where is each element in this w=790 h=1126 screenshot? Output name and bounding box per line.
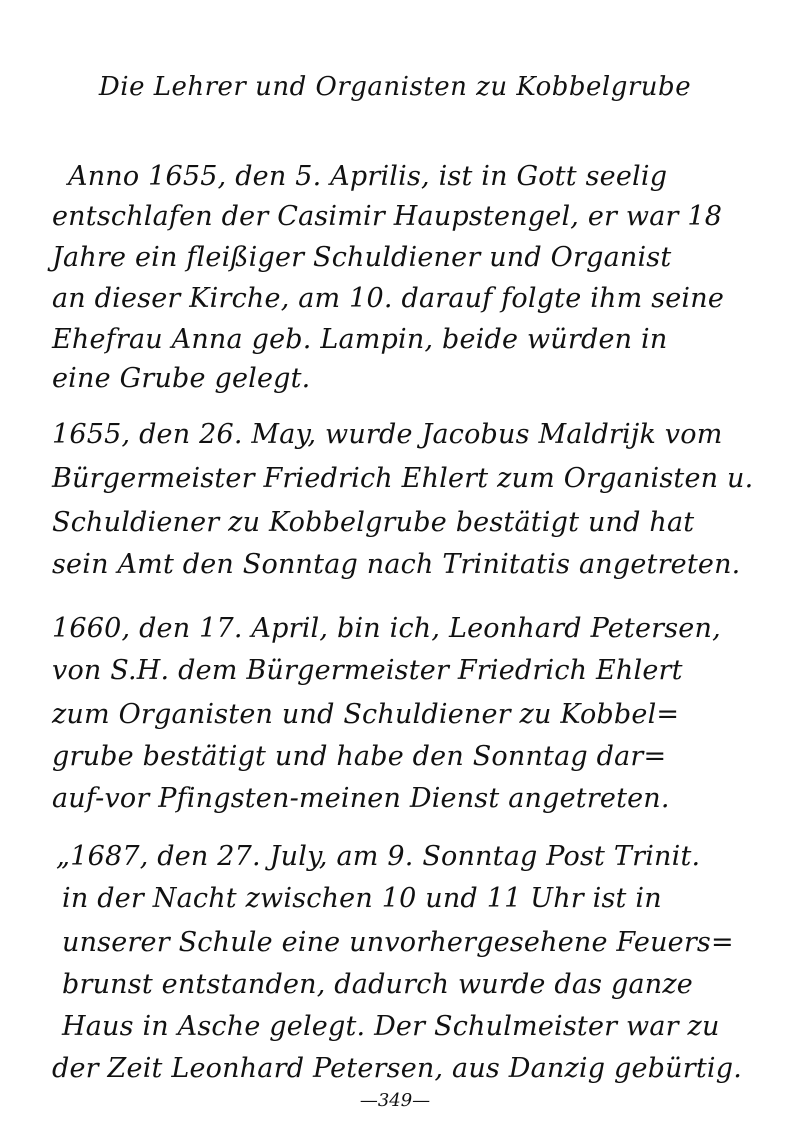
text-line: zum Organisten und Schuldiener zu Kobbel= <box>52 699 680 730</box>
text-line: der Zeit Leonhard Petersen, aus Danzig gebürtig. <box>52 1053 743 1084</box>
text-line: Jahre ein fleißiger Schuldiener und Organist <box>52 242 672 273</box>
text-line: eine Grube gelegt. <box>52 363 311 394</box>
text-line: Schuldiener zu Kobbelgrube bestätigt und hat <box>52 507 695 538</box>
page-title: Die Lehrer und Organisten zu Kobbelgrube <box>98 72 692 102</box>
text-line: 1655, den 26. May, wurde Jacobus Maldrijk vom <box>52 419 723 450</box>
text-line: auf-vor Pfingsten-meinen Dienst angetreten. <box>52 783 670 814</box>
text-line: an dieser Kirche, am 10. darauf folgte ihm seine <box>52 283 725 314</box>
text-line: Ehefrau Anna geb. Lampin, beide würden in <box>52 324 668 355</box>
page-number: —349— <box>359 1090 431 1111</box>
text-line: „1687, den 27. July, am 9. Sonntag Post Trinit. <box>56 841 701 872</box>
text-line: in der Nacht zwischen 10 und 11 Uhr ist in <box>62 883 662 914</box>
text-line: von S.H. dem Bürgermeister Friedrich Ehlert <box>52 655 683 686</box>
text-line: Haus in Asche gelegt. Der Schulmeister war zu <box>62 1011 720 1042</box>
text-line: 1660, den 17. April, bin ich, Leonhard Petersen, <box>52 613 721 644</box>
text-line: brunst entstanden, dadurch wurde das ganze <box>62 969 693 1000</box>
text-line: grube bestätigt und habe den Sonntag dar= <box>52 741 667 772</box>
text-line: Anno 1655, den 5. Aprilis, ist in Gott seelig <box>68 161 668 192</box>
text-line: Bürgermeister Friedrich Ehlert zum Organisten u. <box>52 463 754 494</box>
text-line: unserer Schule eine unvorhergesehene Feuers= <box>62 927 734 958</box>
text-line: sein Amt den Sonntag nach Trinitatis angetreten. <box>52 549 741 580</box>
text-line: entschlafen der Casimir Haupstengel, er war 18 <box>52 201 723 232</box>
